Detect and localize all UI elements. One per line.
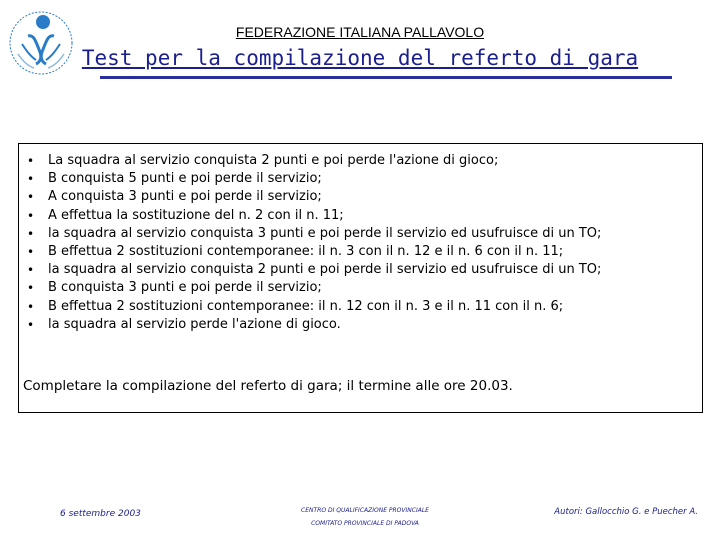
bullet-icon: •: [27, 244, 35, 259]
conclusion-text: Completare la compilazione del referto di gara; il termine alle ore 20.03.: [23, 378, 513, 394]
list-item-text: B conquista 5 punti e poi perde il servizio;: [48, 171, 322, 187]
bullet-icon: •: [27, 226, 35, 241]
list-item-text: B effettua 2 sostituzioni contemporanee: il n. 3 con il n. 12 e il n. 6 con il n. 11;: [48, 243, 564, 259]
bullet-icon: •: [27, 317, 35, 332]
footer-center-line: COMITATO PROVINCIALE DI PADOVA: [311, 520, 419, 527]
bullet-icon: •: [27, 208, 35, 223]
bullet-icon: •: [27, 154, 35, 168]
list-item-text: A effettua la sostituzione del n. 2 con il n. 11;: [48, 207, 344, 223]
list-item-text: la squadra al servizio perde l'azione di gioco.: [48, 316, 341, 332]
list-item-text: la squadra al servizio conquista 3 punti e poi perde il servizio ed usufruisce di un TO;: [48, 225, 602, 241]
organization-name: FEDERAZIONE ITALIANA PALLAVOLO: [235, 24, 485, 40]
footer-center-line: CENTRO DI QUALIFICAZIONE PROVINCIALE: [301, 507, 429, 514]
bullet-icon: •: [27, 263, 35, 278]
footer-organization: [240, 504, 490, 530]
footer-date: 6 settembre 2003: [60, 509, 141, 519]
bullet-icon: •: [27, 281, 35, 296]
bullet-icon: •: [27, 299, 35, 314]
footer-authors: Autori: Gallocchio G. e Puecher A.: [554, 507, 698, 517]
bullet-icon: •: [27, 190, 35, 205]
list-item-text: La squadra al servizio conquista 2 punti e poi perde l'azione di gioco;: [48, 153, 499, 168]
bullet-icon: •: [27, 172, 35, 187]
list-item-text: A conquista 3 punti e poi perde il servizio;: [48, 189, 322, 205]
list-item-text: la squadra al servizio conquista 2 punti e poi perde il servizio ed usufruisce di un TO;: [48, 262, 602, 278]
page-title: Test per la compilazione del referto di gara: [81, 46, 639, 70]
title-divider: [100, 76, 672, 79]
exercise-box: [18, 143, 703, 413]
list-item-text: B effettua 2 sostituzioni contemporanee: il n. 12 con il n. 3 e il n. 11 con il n. 6;: [48, 298, 564, 314]
list-item-text: B conquista 3 punti e poi perde il servizio;: [48, 280, 322, 296]
